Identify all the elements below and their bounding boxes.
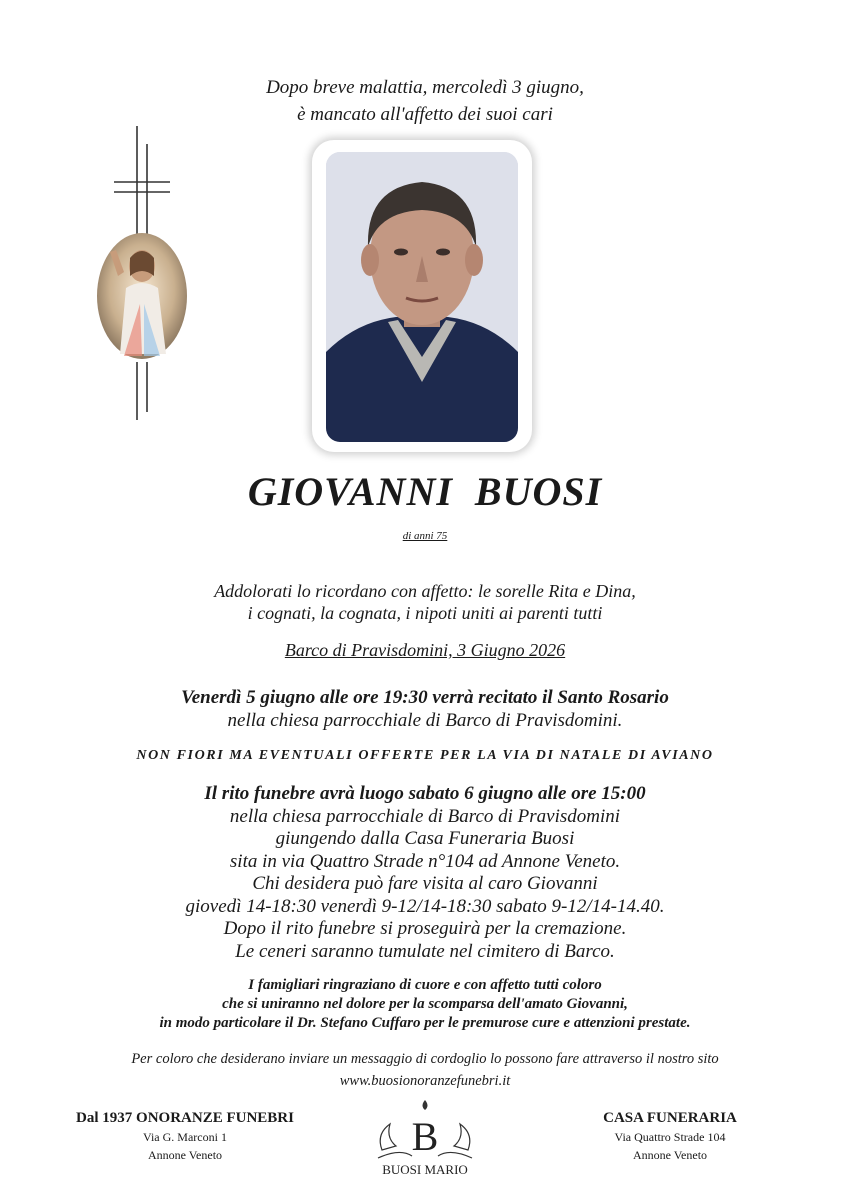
thanks-line-3: in modo particolare il Dr. Stefano Cuffaro per le premurose cure e attenzioni prestate.: [159, 1015, 691, 1031]
thanks-line-1: I famigliari ringraziano di cuore e con affetto tutti coloro: [248, 977, 602, 993]
funeral-line-4: sita in via Quattro Strade n°104 ad Annone Veneto.: [229, 850, 621, 872]
funeral-line-7: Dopo il rito funebre si proseguirà per la cremazione.: [223, 918, 627, 939]
footer-funeral-house: [560, 1108, 780, 1164]
cross-decoration: [96, 126, 196, 422]
footer-left-address: Via G. Marconi 1: [143, 1130, 227, 1144]
deceased-age-text: di anni 75: [402, 530, 448, 542]
funeral-line-1: Il rito funebre avrà luogo sabato 6 giugno alle ore 15:00: [204, 783, 646, 804]
rosary-announcement: [0, 686, 850, 732]
footer-left-city: Annone Veneto: [147, 1148, 223, 1162]
deceased-age: [0, 530, 850, 542]
funeral-line-8: Le ceneri saranno tumulate nel cimitero di Barco.: [235, 940, 615, 962]
intro-text: [0, 74, 850, 128]
website-link[interactable]: www.buosionoranzefunebri.it: [339, 1073, 511, 1089]
intro-line-1: Dopo breve malattia, mercoledì 3 giugno,: [266, 77, 584, 98]
footer-right-address: Via Quattro Strade 104: [614, 1130, 726, 1144]
mourners-line-1: Addolorati lo ricordano con affetto: le sorelle Rita e Dina,: [214, 581, 636, 601]
deceased-name: GIOVANNI BUOSI: [247, 469, 603, 514]
buosi-logo: [372, 1098, 478, 1180]
funeral-line-6: giovedì 14-18:30 venerdì 9-12/14-18:30 sabato 9-12/14-14.40.: [185, 895, 665, 917]
flowers-notice: NON FIORI MA EVENTUALI OFFERTE PER LA VIA DI NATALE DI AVIANO: [136, 748, 714, 763]
footer-funeral-home: [60, 1108, 310, 1164]
intro-line-2: è mancato all'affetto dei suoi cari: [297, 104, 553, 125]
place-date: [0, 640, 850, 661]
footer-right-title: CASA FUNERARIA: [603, 1110, 737, 1126]
funeral-line-5: Chi desidera può fare visita al caro Giovanni: [252, 873, 598, 894]
logo-text: BUOSI MARIO: [382, 1162, 468, 1177]
place-date-text: Barco di Pravisdomini, 3 Giugno 2026: [284, 640, 566, 660]
mourners-text: [0, 580, 850, 624]
footer-right-city: Annone Veneto: [632, 1148, 708, 1162]
mourners-line-2: i cognati, la cognata, i nipoti uniti ai parenti tutti: [247, 603, 603, 623]
contact-line-1: Per coloro che desiderano inviare un messaggio di cordoglio lo possono fare attraverso il nostro sito: [131, 1051, 719, 1067]
funeral-announcement: [0, 783, 850, 963]
funeral-line-2: nella chiesa parrocchiale di Barco di Pravisdomini: [229, 805, 621, 827]
footer-left-title: Dal 1937 ONORANZE FUNEBRI: [76, 1110, 294, 1126]
portrait-photo: [326, 152, 518, 442]
funeral-line-3: giungendo dalla Casa Funeraria Buosi: [275, 828, 575, 849]
portrait-frame: [312, 140, 532, 452]
thanks-text: [0, 976, 850, 1033]
contact-text: [0, 1048, 850, 1092]
rosary-line-2: nella chiesa parrocchiale di Barco di Pravisdomini.: [227, 710, 623, 731]
thanks-line-2: che si uniranno nel dolore per la scomparsa dell'amato Giovanni,: [222, 996, 628, 1012]
rosary-line-1: Venerdì 5 giugno alle ore 19:30 verrà recitato il Santo Rosario: [181, 687, 669, 708]
logo-letter: B: [411, 1114, 439, 1159]
